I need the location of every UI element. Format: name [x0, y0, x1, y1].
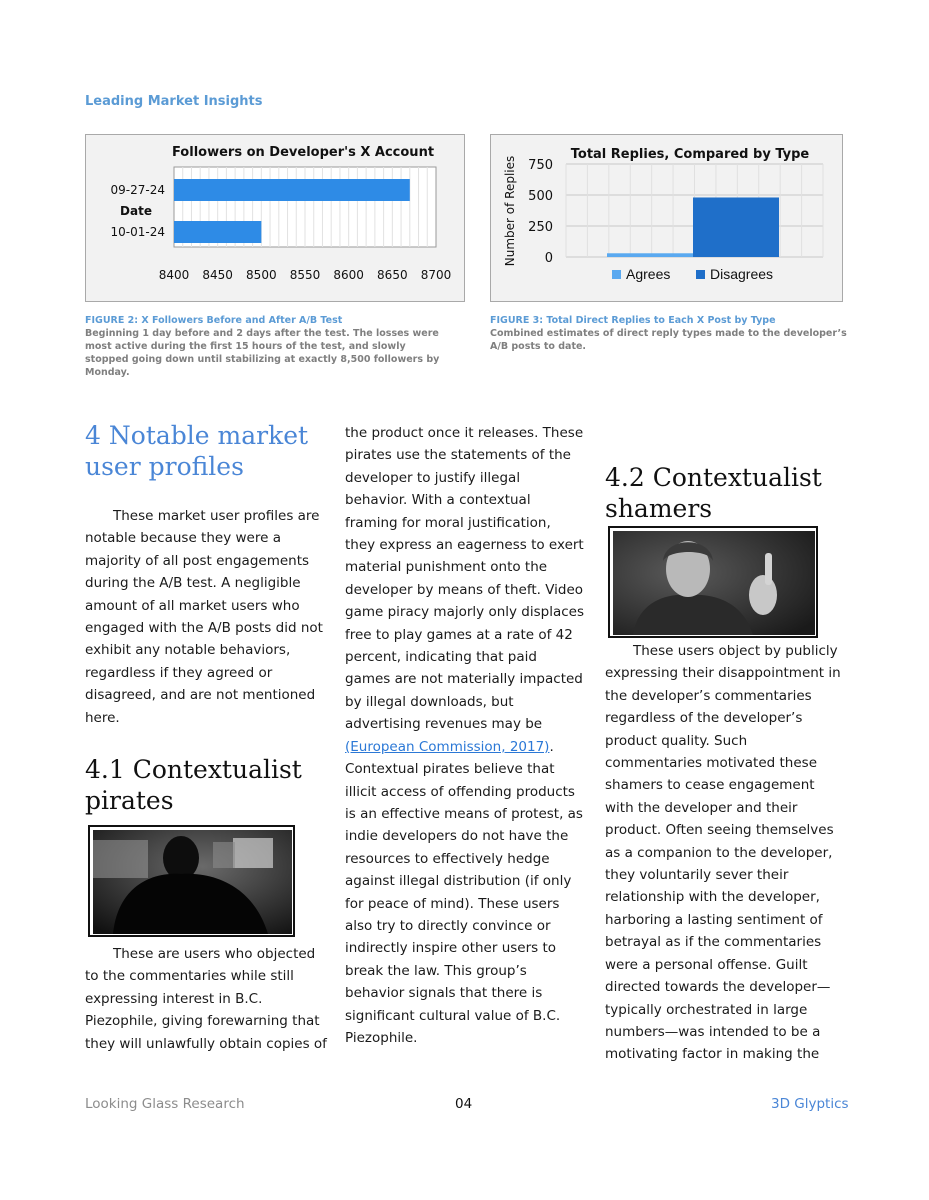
replies-y-tick-label: 250 [528, 220, 553, 235]
followers-category-label: 10-01-24 [110, 225, 165, 239]
followers-x-tick-label: 8600 [333, 268, 364, 282]
followers-chart [85, 134, 465, 302]
followers-category-label: 09-27-24 [110, 183, 165, 197]
replies-y-tick-label: 750 [528, 158, 553, 173]
section-4-paragraph: These market user profiles are notable because they were a majority of all post engagements during the A/B test. A negligible amount of all market users who engaged with the A/B posts did not exhibit any notable behaviors, regardless if they agreed or disagreed, and are not mentioned here. [85, 508, 323, 726]
section-4-heading [85, 420, 330, 482]
replies-y-axis-label: Number of Replies [503, 155, 517, 267]
followers-x-tick-label: 8450 [202, 268, 233, 282]
section-4-title: Notable market user profiles [85, 421, 309, 481]
shamer-photo [608, 526, 818, 638]
followers-bar [174, 221, 261, 243]
replies-chart [490, 134, 843, 302]
section-4-1-text-a: the product once it releases. These pirates use the statements of the developer to justify illegal behavior. With a contextual framing for moral justification, they express an eagerness to exert material punishment onto the developer by means of theft. Video game piracy majorly only displaces free to play games at a rate of 42 percent, indicating that paid games are not materially impacted by illegal downloads, but advertising revenues may be [345, 425, 585, 733]
page-number: 04 [455, 1096, 473, 1112]
pirate-silhouette-image [93, 830, 292, 934]
followers-chart-title: Followers on Developer's X Account [171, 145, 435, 160]
figure-3-caption-title: FIGURE 3: Total Direct Replies to Each X Post by Type [490, 315, 776, 326]
citation-link[interactable]: (European Commission, 2017) [345, 738, 550, 755]
column-1 [85, 420, 330, 1055]
figure-3-caption-text: Combined estimates of direct reply types made to the developer’s A/B posts to date. [490, 328, 847, 352]
followers-x-tick-label: 8550 [289, 268, 321, 282]
section-4-number: 4 [85, 421, 101, 450]
replies-legend-swatch [612, 270, 621, 279]
column-3 [605, 462, 845, 1066]
section-4-1-paragraph: These are users who objected to the commentaries while still expressing interest in B.C. Piezophile, giving forewarning that they will unlawfully obtain copies of [85, 946, 327, 1052]
replies-legend-label: Disagrees [710, 266, 774, 282]
replies-bar [607, 253, 693, 257]
followers-bar [174, 179, 410, 201]
replies-y-tick-label: 0 [544, 251, 553, 266]
section-4-1-heading: 4.1 Contextualist pirates [85, 755, 302, 816]
section-4-2-heading: 4.2 Contextualist shamers [605, 463, 822, 523]
figure-2-caption-title: FIGURE 2: X Followers Before and After A/B Test [85, 315, 343, 326]
shamer-portrait-image [613, 531, 815, 635]
pirate-photo [88, 825, 295, 937]
followers-chart-svg [86, 135, 466, 303]
column-2 [345, 422, 585, 1049]
followers-x-tick-label: 8500 [246, 268, 277, 282]
replies-chart-title: Total Replies, Compared by Type [570, 147, 810, 162]
replies-legend-swatch [696, 270, 705, 279]
running-header: Leading Market Insights [85, 94, 263, 109]
replies-y-tick-label: 500 [528, 189, 553, 204]
section-4-1-continued [345, 422, 585, 1049]
followers-x-tick-label: 8400 [158, 268, 190, 282]
followers-y-axis-label: Date [120, 204, 152, 218]
figure-2-caption [85, 314, 445, 379]
figure-3-caption [490, 314, 850, 353]
figure-2-caption-text: Beginning 1 day before and 2 days after the test. The losses were most active during the first 15 hours of the test, and slowly stopped going down until stabilizing at exactly 8,500 followers by Monday. [85, 328, 440, 378]
section-4-1-text-b: . Contextual pirates believe that illicit access of offending products is an effective means of protest, as indie developers do not have the resources to effectively hedge against illegal distribution (if only for peace of mind). These users also try to directly convince or indirectly inspire other users to break the law. This group’s behavior signals that there is significant cultural value of B.C. Piezophile. [345, 738, 583, 1046]
followers-x-tick-label: 8650 [377, 268, 408, 282]
footer-right: 3D Glyptics [771, 1096, 849, 1112]
footer-left: Looking Glass Research [85, 1096, 245, 1112]
section-4-2-paragraph: These users object by publicly expressing their disappointment in the developer’s commentaries regardless of the developer’s product quality. Such commentaries motivated these shamers to cease engagement with the developer and their product. Often seeing themselves as a companion to the developer, they voluntarily sever their relationship with the developer, harboring a lasting sentiment of betrayal as if the commentaries were a personal offense. Guilt directed towards the developer—typically orchestrated in large numbers—was intended to be a motivating factor in making the [605, 643, 841, 1063]
replies-chart-svg [491, 135, 844, 303]
replies-bar [693, 197, 779, 257]
followers-x-tick-label: 8700 [420, 268, 452, 282]
replies-legend-label: Agrees [626, 266, 671, 282]
